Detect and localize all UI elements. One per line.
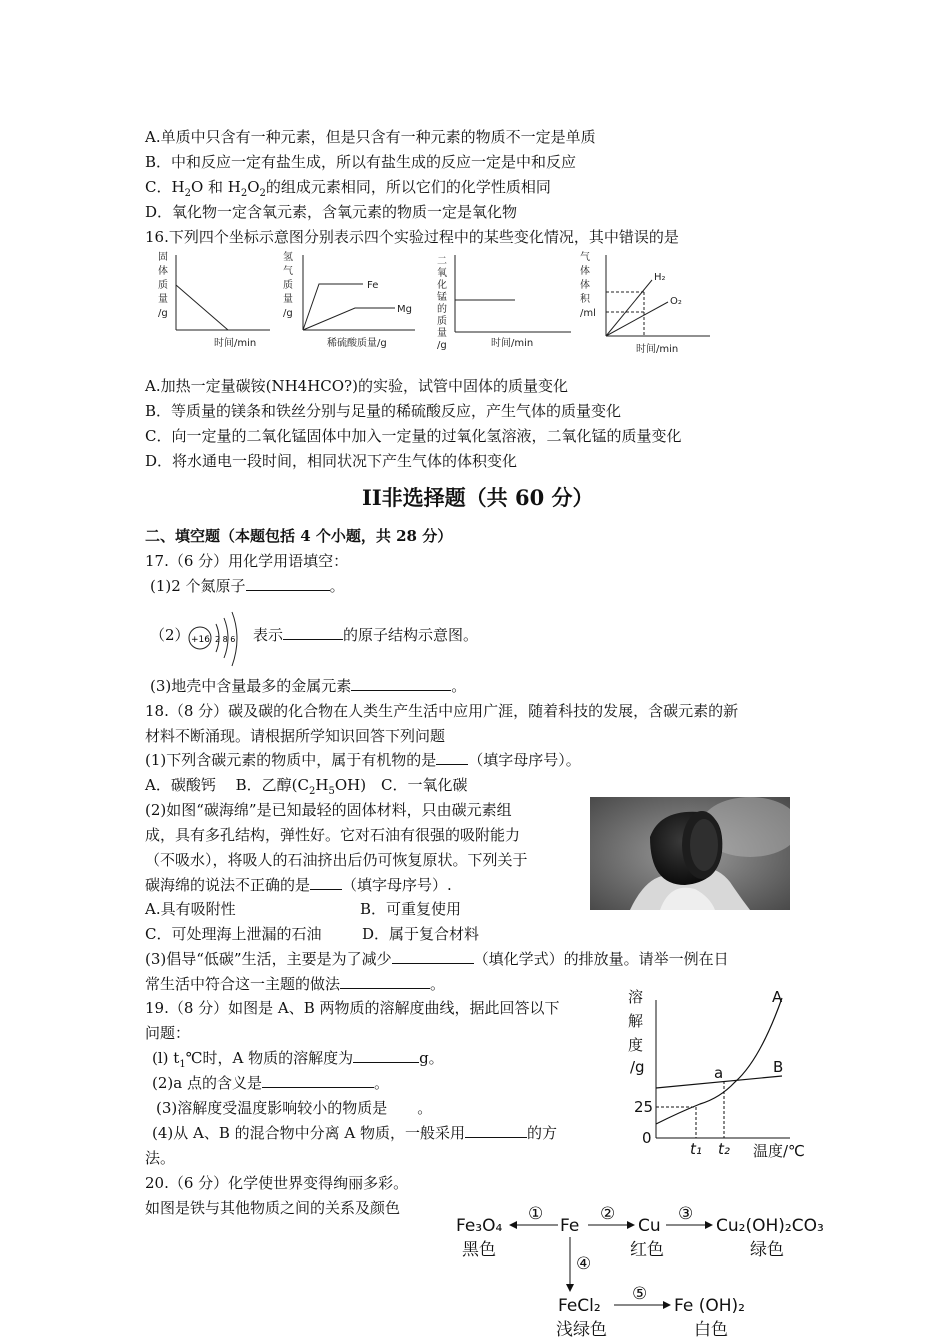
node-cu: Cu bbox=[638, 1216, 661, 1236]
tick-25: 25 bbox=[634, 1098, 654, 1116]
chart-ylabel-2: 解 bbox=[628, 1012, 644, 1030]
node-cu2oh2co3: Cu₂(OH)₂CO₃ bbox=[716, 1216, 824, 1236]
graph-b-xlabel: 稀硫酸质量/g bbox=[327, 338, 387, 349]
step-4: ④ bbox=[576, 1254, 592, 1274]
q18-part2-line1: (2)如图“碳海绵”是已知最轻的固体材料，只由碳元素组 bbox=[145, 801, 512, 819]
graph-a-xlabel: 时间/min bbox=[214, 338, 257, 349]
svg-text:量: 量 bbox=[158, 294, 168, 305]
q16-option-a: A.加热一定量碳铵(NH4HCO?)的实验，试管中固体的质量变化 bbox=[145, 377, 568, 395]
svg-text:量: 量 bbox=[283, 294, 293, 305]
q19-part4-cont: 法。 bbox=[145, 1149, 176, 1167]
q20-stem-1: 20.（6 分）化学使世界变得绚丽多彩。 bbox=[145, 1174, 409, 1192]
svg-text:积: 积 bbox=[580, 294, 590, 305]
svg-text:/g: /g bbox=[158, 308, 168, 319]
q20-stem-2: 如图是铁与其他物质之间的关系及颜色 bbox=[145, 1199, 401, 1217]
q18-part1: (1)下列含碳元素的物质中，属于有机物的是 （填字母序号）。 bbox=[145, 751, 581, 769]
q19-stem-1: 19.（8 分）如图是 A、B 两物质的溶解度曲线，据此回答以下 bbox=[145, 999, 560, 1017]
svg-text:氧: 氧 bbox=[437, 268, 447, 279]
graph-d-h2-label: H₂ bbox=[654, 272, 666, 283]
graph-b-mg-line bbox=[303, 308, 395, 330]
point-a-label: a bbox=[714, 1064, 724, 1082]
graph-d bbox=[580, 251, 710, 355]
tick-t1: t₁ bbox=[690, 1140, 702, 1158]
q15-option-b: B．中和反应一定有盐生成，所以有盐生成的反应一定是中和反应 bbox=[145, 153, 577, 171]
curve-b-label: B bbox=[773, 1058, 784, 1076]
svg-text:体: 体 bbox=[580, 266, 590, 277]
curve-a bbox=[656, 998, 782, 1124]
chart-ylabel-4: /g bbox=[630, 1058, 645, 1076]
graph-d-o2-label: O₂ bbox=[670, 296, 682, 307]
graph-c-xlabel: 时间/min bbox=[491, 338, 534, 349]
graph-a-line bbox=[176, 285, 228, 330]
graph-d-xlabel: 时间/min bbox=[636, 344, 679, 355]
svg-text:质: 质 bbox=[283, 280, 293, 291]
q15-option-a: A.单质中只含有一种元素，但是只含有一种元素的物质不一定是单质 bbox=[145, 128, 596, 146]
curve-a-label: A bbox=[772, 988, 783, 1006]
q18-option-c: C．可处理海上泄漏的石油 bbox=[145, 925, 322, 943]
chart-ylabel-3: 度 bbox=[628, 1036, 644, 1054]
tick-origin: 0 bbox=[642, 1129, 652, 1147]
svg-text:/g: /g bbox=[283, 308, 293, 319]
q16-graphs bbox=[150, 250, 710, 360]
q16-option-b: B．等质量的镁条和铁丝分别与足量的稀硫酸反应，产生气体的质量变化 bbox=[145, 402, 622, 420]
q15-option-c: C．$H_2O$ 和 $H_2O_2$的组成元素相同，所以它们的化学性质相同 bbox=[145, 178, 551, 199]
q19-part2: (2)a 点的含义是 。 bbox=[152, 1074, 389, 1092]
graph-b bbox=[283, 250, 415, 349]
graph-d-h2-line bbox=[606, 280, 652, 336]
svg-text:体: 体 bbox=[580, 280, 590, 291]
q17-stem: 17.（6 分）用化学用语填空： bbox=[145, 552, 349, 570]
q19-part4: (4)从 A、B 的混合物中分离 A 物质，一般采用 的方 bbox=[152, 1124, 558, 1142]
color-green: 绿色 bbox=[750, 1240, 784, 1260]
graph-c bbox=[437, 255, 571, 351]
solubility-chart bbox=[620, 980, 820, 1160]
q18-option-d: D．属于复合材料 bbox=[362, 925, 480, 943]
q18-part3-line1: (3)倡导“低碳”生活，主要是为了减少 （填化学式）的排放量。请举一例在日 bbox=[145, 950, 729, 968]
svg-text:锰: 锰 bbox=[437, 292, 447, 303]
section-subtitle: 二、填空题（本题包括 4 个小题，共 28 分） bbox=[145, 527, 453, 545]
svg-text:质: 质 bbox=[437, 316, 447, 327]
svg-text:化: 化 bbox=[437, 280, 447, 291]
step-5: ⑤ bbox=[632, 1284, 648, 1304]
svg-text:/ml: /ml bbox=[580, 308, 596, 319]
color-white: 白色 bbox=[694, 1320, 728, 1340]
q18-option-a: A.具有吸附性 bbox=[145, 900, 236, 918]
svg-text:气: 气 bbox=[580, 252, 590, 263]
q18-part2-line3: （不吸水），将吸人的石油挤出后仍可恢复原状。下列关于 bbox=[145, 851, 528, 869]
q19-stem-2: 问题： bbox=[145, 1024, 191, 1042]
chart-ylabel-1: 溶 bbox=[628, 988, 644, 1006]
q17-part2-label: （2） bbox=[150, 626, 190, 644]
step-3: ③ bbox=[678, 1204, 694, 1224]
carbon-sponge-photo bbox=[590, 797, 790, 910]
q18-part3-line2: 常生活中符合这一主题的做法 。 bbox=[145, 975, 446, 993]
q17-part1: (1)2 个氮原子 。 bbox=[150, 577, 345, 595]
svg-text:气: 气 bbox=[283, 266, 293, 277]
color-lightgreen: 浅绿色 bbox=[556, 1320, 607, 1340]
q18-stem-1: 18.（8 分）碳及碳的化合物在人类生产生活中应用广涯，随着科技的发展，含碳元素的新 bbox=[145, 702, 739, 720]
section-title: II非选择题（共 60 分） bbox=[362, 485, 594, 510]
q18-part2-line4: 碳海绵的说法不正确的是 （填字母序号）. bbox=[145, 876, 452, 894]
q18-stem-2: 材料不断涌现。请根据所学知识回答下列问题 bbox=[145, 727, 446, 745]
node-fe: Fe bbox=[560, 1216, 580, 1236]
step-1: ① bbox=[528, 1204, 544, 1224]
graph-b-fe-line bbox=[303, 284, 363, 330]
q17-part2: 表示 的原子结构示意图。 bbox=[253, 626, 479, 644]
svg-text:氢: 氢 bbox=[283, 252, 293, 263]
q16-option-c: C．向一定量的二氧化锰固体中加入一定量的过氧化氢溶液，二氧化锰的质量变化 bbox=[145, 427, 682, 445]
q18-option-b: B．可重复使用 bbox=[360, 900, 462, 918]
atom-structure-diagram bbox=[186, 610, 246, 670]
tick-t2: t₂ bbox=[718, 1140, 730, 1158]
graph-a-ylabel: 固 bbox=[158, 252, 168, 263]
svg-text:的: 的 bbox=[437, 304, 447, 315]
q18-part1-options: A．碳酸钙 B．乙醇$(C_2H_5OH)$ C．一氧化碳 bbox=[145, 776, 468, 797]
graph-b-mg-label: Mg bbox=[397, 304, 412, 315]
node-fe3o4: Fe₃O₄ bbox=[456, 1216, 503, 1236]
color-red: 红色 bbox=[630, 1240, 664, 1260]
svg-text:质: 质 bbox=[158, 280, 168, 291]
q16-option-d: D．将水通电一段时间，相同状况下产生气体的体积变化 bbox=[145, 452, 518, 470]
graph-a bbox=[158, 251, 270, 349]
svg-text:/g: /g bbox=[437, 340, 447, 351]
svg-text:二: 二 bbox=[437, 256, 447, 267]
q19-part3: (3)溶解度受温度影响较小的物质是 。 bbox=[156, 1099, 433, 1117]
svg-text:量: 量 bbox=[437, 328, 447, 339]
node-fecl2: FeCl₂ bbox=[558, 1296, 601, 1316]
graph-d-o2-line bbox=[606, 302, 668, 336]
graph-b-fe-label: Fe bbox=[367, 280, 379, 291]
q16-stem: 16.下列四个坐标示意图分别表示四个实验过程中的某些变化情况，其中错误的是 bbox=[145, 228, 679, 246]
iron-relation-diagram bbox=[450, 1195, 840, 1340]
chart-xlabel: 温度/℃ bbox=[753, 1142, 805, 1160]
node-feoh2: Fe (OH)₂ bbox=[674, 1296, 745, 1316]
q18-part2-line2: 成，具有多孔结构，弹性好。它对石油有很强的吸附能力 bbox=[145, 826, 521, 844]
svg-text:体: 体 bbox=[158, 266, 168, 277]
step-2: ② bbox=[600, 1204, 616, 1224]
color-black: 黑色 bbox=[462, 1240, 496, 1260]
q15-option-d: D．氧化物一定含氧元素，含氧元素的物质一定是氧化物 bbox=[145, 203, 518, 221]
q17-part3: (3)地壳中含量最多的金属元素 。 bbox=[150, 677, 467, 695]
atom-shells: 2 8 6 bbox=[215, 635, 236, 644]
atom-nucleus: +16 bbox=[191, 635, 210, 645]
q19-part1: (l) $t_1℃$时，A 物质的溶解度为 g。 bbox=[152, 1049, 444, 1070]
